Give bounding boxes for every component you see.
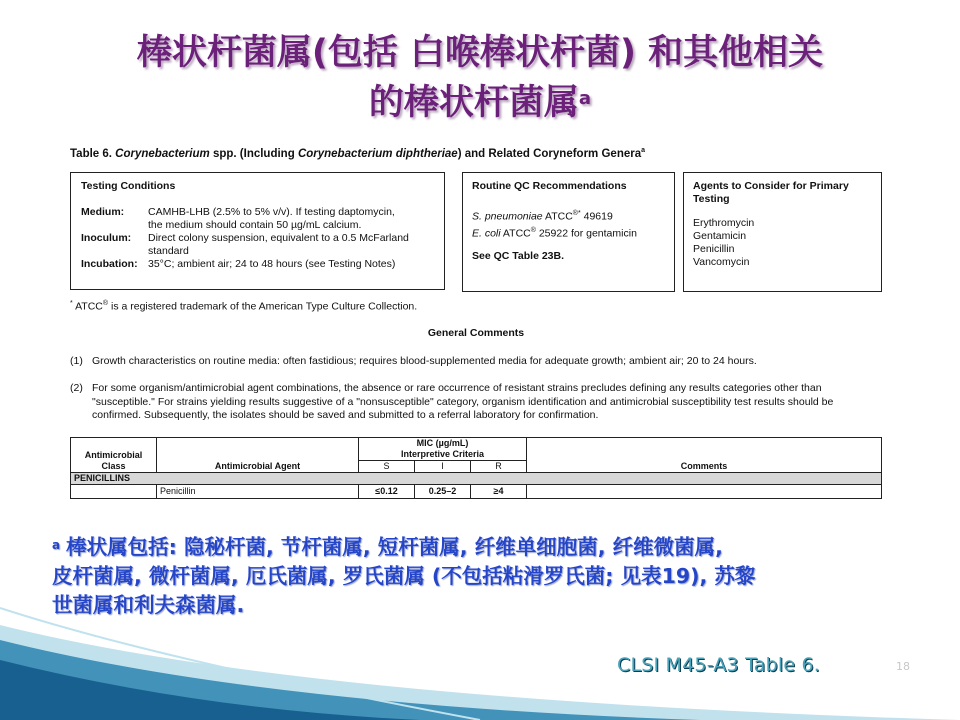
tc-label: Incubation: [81, 258, 138, 270]
tc-value-line: CAMHB-LHB (2.5% to 5% v/v). If testing daptomycin, [148, 206, 395, 218]
comment-number: (1) [70, 355, 83, 367]
qc-line-1: S. pneumoniae ATCC®* 49619 [472, 210, 613, 223]
comments-cell [527, 485, 882, 499]
agents-title: Agents to Consider for Primary Testing [693, 180, 849, 205]
s-cell: ≤0.12 [359, 485, 415, 499]
header-class: Antimicrobial Class [71, 438, 157, 473]
r-cell: ≥4 [471, 485, 527, 499]
caption-suffix: ) and Related Coryneform Genera [457, 147, 642, 160]
agent-item: Penicillin [693, 243, 735, 255]
tc-value-line: Direct colony suspension, equivalent to a 0.5 McFarland [148, 232, 409, 244]
header-mic: MIC (µg/mL) Interpretive Criteria [359, 438, 527, 461]
agent-item: Gentamicin [693, 230, 747, 242]
note-line2: 皮杆菌属, 微杆菌属, 厄氏菌属, 罗氏菌属 (不包括粘滑罗氏菌; 见表19), 苏黎 [52, 564, 756, 588]
caption-mid: spp. (Including [209, 147, 298, 160]
table-row [71, 485, 882, 499]
tc-row-incubation [81, 258, 434, 271]
general-comment-2 [70, 382, 882, 423]
testing-conditions-title: Testing Conditions [81, 180, 176, 192]
comment-text: Growth characteristics on routine media: often fastidious; requires blood-supplemented media for adequate growth; ambient air; 20 to 24 hours. [92, 355, 757, 367]
slide-title-line2: 的棒状杆菌属 [368, 83, 579, 123]
tc-label: Inoculum: [81, 232, 132, 244]
slide-title-line1: 棒状杆菌属(包括 白喉棒状杆菌) 和其他相关 [136, 33, 824, 73]
agent-item: Erythromycin [693, 217, 755, 229]
table-caption [70, 147, 645, 160]
page-number: 18 [896, 660, 910, 673]
tc-row-medium [81, 206, 434, 232]
atcc-footnote: * ATCC® is a registered trademark of the American Type Culture Collection. [70, 300, 418, 313]
caption-genus: Corynebacterium [115, 147, 210, 160]
header-i: I [415, 461, 471, 473]
i-cell: 0.25–2 [415, 485, 471, 499]
note-line3: 世菌属和利夫森菌属. [52, 593, 245, 617]
slide-title-sup: a [578, 88, 592, 109]
note-line1: 棒状属包括: 隐秘杆菌, 节杆菌属, 短杆菌属, 纤维单细胞菌, 纤维微菌属, [66, 535, 723, 559]
agent-cell: Penicillin [157, 485, 359, 499]
qc-recommendations-box [462, 172, 675, 292]
caption-sup: a [641, 147, 646, 154]
source-citation: CLSI M45-A3 Table 6. [617, 654, 820, 676]
qc-see-table: See QC Table 23B. [472, 250, 565, 262]
comment-number: (2) [70, 382, 83, 394]
tc-value-line: standard [148, 245, 189, 257]
header-s: S [359, 461, 415, 473]
caption-prefix: Table 6. [70, 147, 116, 160]
header-agent: Antimicrobial Agent [157, 438, 359, 473]
general-comments-heading: General Comments [427, 327, 525, 339]
qc-line-2: E. coli ATCC® 25922 for gentamicin [472, 226, 637, 239]
tc-row-inoculum [81, 232, 434, 258]
qc-title: Routine QC Recommendations [472, 180, 627, 192]
comment-text: For some organism/antimicrobial agent combinations, the absence or rare occurrence of resistant strains precludes defining any results categories other than "susceptible." For strains yielding results suggestive of a "nonsusceptible" category, organism identification and antimicrobial susceptibility test results should be confirmed. Subsequently, the isolates should be saved and submitted to a referral laboratory for confirmation. [92, 382, 834, 421]
mic-table [70, 437, 882, 499]
caption-species: Corynebacterium diphtheriae [297, 147, 458, 160]
genus-note [52, 533, 932, 620]
tc-label: Medium: [81, 206, 125, 218]
header-r: R [471, 461, 527, 473]
tc-value-line: the medium should contain 50 µg/mL calcium. [148, 219, 362, 231]
section-penicillins: PENICILLINS [71, 473, 882, 485]
agent-item: Vancomycin [693, 256, 750, 268]
general-comment-1 [70, 355, 882, 369]
tc-value-line: 35°C; ambient air; 24 to 48 hours (see Testing Notes) [148, 258, 396, 270]
primary-agents-box [683, 172, 882, 292]
testing-conditions-box [70, 172, 445, 290]
header-comments: Comments [527, 438, 882, 473]
note-sup: a [52, 538, 61, 552]
